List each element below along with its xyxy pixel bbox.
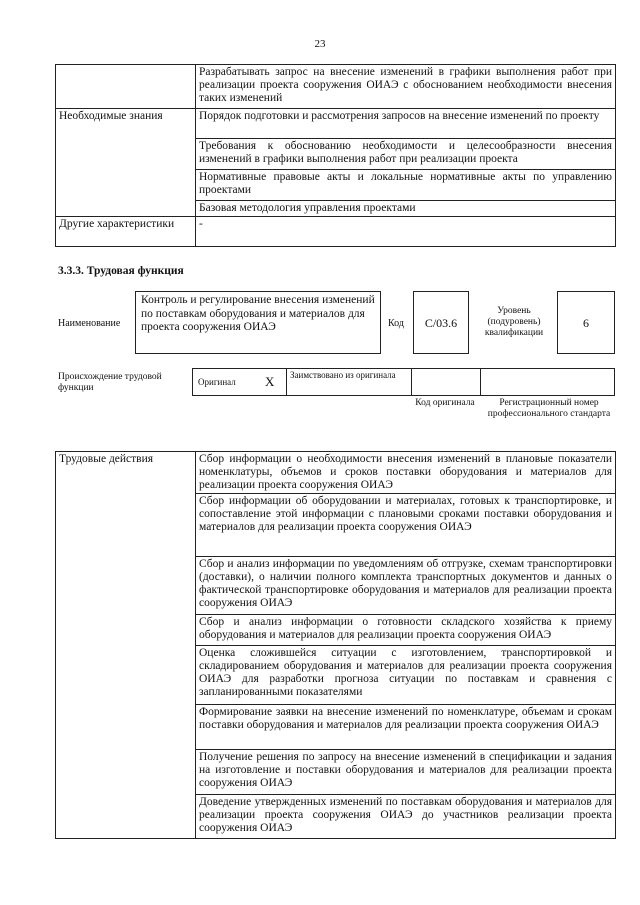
actions-label: Трудовые действия — [56, 452, 196, 839]
original-mark: X — [265, 374, 275, 389]
action-item: Сбор информации об оборудовании и материалах, готовых к транспортировке, и сопоставление этой информации с плановыми сроками поставки оборудования и материалов для реализации проекта сооружения ОИАЭ — [196, 494, 616, 557]
original-label: Оригинал — [198, 377, 236, 387]
actions-table — [55, 451, 616, 839]
origin-label: Происхождение трудовой функции — [58, 372, 162, 393]
function-name-box: Контроль и регулирование внесения изменений по поставкам оборудования и материалов для проекта сооружения ОИАЭ — [135, 291, 381, 354]
level-label: Уровень (подуровень) квалификации — [484, 306, 544, 338]
action-item: Сбор информации о необходимости внесения изменений в плановые показатели номенклатуры, объемов и сроков поставки оборудования и материалов для реализации проекта сооружения ОИАЭ — [196, 452, 616, 494]
section-title: 3.3.3. Трудовая функция — [58, 265, 184, 277]
action-item: Сбор и анализ информации о готовности складского хозяйства к приему оборудования и материалов для реализации проекта сооружения ОИАЭ — [196, 615, 616, 646]
action-item: Формирование заявки на внесение изменений по номенклатуре, объемам и срокам поставки оборудования и материалов для реализации проекта сооружения ОИАЭ — [196, 705, 616, 750]
orig-code-label: Код оригинала — [415, 398, 475, 408]
page-number: 23 — [314, 38, 326, 50]
name-label: Наименование — [58, 318, 121, 329]
borrowed-label: Заимствовано из оригинала — [290, 370, 396, 380]
action-item: Получение решения по запросу на внесение изменений в спецификации и задания на изготовление и поставки оборудования и материалов для реализации проекта сооружения ОИАЭ — [196, 750, 616, 795]
action-item: Сбор и анализ информации по уведомлениям об отгрузке, схемам транспортировки (доставки), о наличии полного комплекта транспортных документов и данных о фактической транспортировке оборудования и материалов для реализации проекта сооружения ОИАЭ — [196, 557, 616, 615]
knowledge-item: Нормативные правовые акты и локальные нормативные акты по управлению проектами — [196, 170, 616, 201]
original-cell — [193, 369, 287, 395]
code-value: С/03.6 — [413, 291, 469, 354]
level-value: 6 — [557, 291, 615, 354]
reg-num-label: Регистрационный номер профессионального стандарта — [487, 398, 611, 419]
empty-cell — [56, 65, 196, 109]
knowledge-table — [55, 64, 616, 247]
knowledge-item: Порядок подготовки и рассмотрения запросов на внесение изменений по проекту — [196, 109, 616, 139]
action-item: Оценка сложившейся ситуации с изготовлением, транспортировкой и складированием оборудования и материалов для реализации проекта сооружения ОИАЭ для разработки прогноза ситуации по поставкам и сравнения с запланированными показателями — [196, 646, 616, 705]
knowledge-label: Необходимые знания — [56, 109, 196, 217]
other-value: - — [196, 217, 616, 247]
code-label: Код — [388, 318, 404, 329]
knowledge-item: Требования к обоснованию необходимости и целесообразности внесения изменений в графики выполнения работ при реализации проекта — [196, 139, 616, 170]
action-item: Доведение утвержденных изменений по поставкам оборудования и материалов для реализации проекта сооружения ОИАЭ до участников реализации проекта сооружения ОИАЭ — [196, 795, 616, 839]
skill-cell: Разрабатывать запрос на внесение изменений в графики выполнения работ при реализации проекта сооружения ОИАЭ с обоснованием необходимости внесения таких изменений — [196, 65, 616, 109]
other-label: Другие характеристики — [56, 217, 196, 247]
knowledge-item: Базовая методология управления проектами — [196, 201, 616, 217]
origin-box — [192, 368, 615, 396]
